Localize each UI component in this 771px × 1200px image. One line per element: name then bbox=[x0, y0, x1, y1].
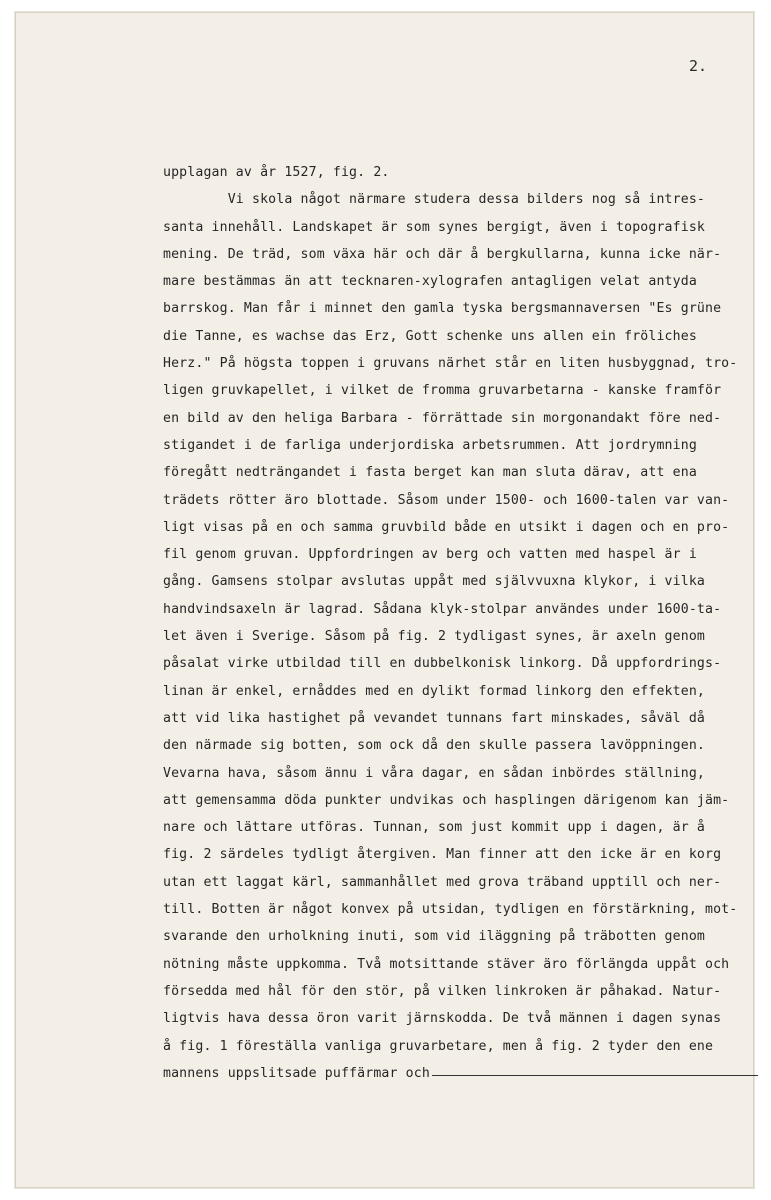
text-line: upplagan av år 1527, fig. 2. bbox=[163, 165, 390, 180]
text-line: å fig. 1 föreställa vanliga gruvarbetare, men å fig. 2 tyder den ene bbox=[163, 1038, 714, 1054]
text-line: Vevarna hava, såsom ännu i våra dagar, en sådan inbördes ställning, bbox=[163, 765, 705, 781]
typed-text-body bbox=[163, 159, 763, 1087]
text-line: försedda med hål för den stör, på vilken linkroken är påhakad. Natur- bbox=[163, 983, 722, 999]
document-page bbox=[15, 12, 754, 1188]
text-line: barrskog. Man får i minnet den gamla tyska bergsmannaversen "Es grüne bbox=[163, 301, 722, 317]
text-line: stigandet i de farliga underjordiska arbetsrummen. Att jordrymning bbox=[163, 437, 697, 453]
text-line: påsalat virke utbildad till en dubbelkonisk linkorg. Då uppfordrings- bbox=[163, 656, 722, 672]
text-line: let även i Sverige. Såsom på fig. 2 tydligast synes, är axeln genom bbox=[163, 629, 705, 645]
text-line: gång. Gamsens stolpar avslutas uppåt med självvuxna klykor, i vilka bbox=[163, 574, 705, 590]
text-line: föregått nedträngandet i fasta berget kan man sluta därav, att ena bbox=[163, 465, 697, 481]
text-line: den närmade sig botten, som ock då den skulle passera lavöppningen. bbox=[163, 738, 705, 754]
text-line: mare bestämmas än att tecknaren-xylografen antagligen velat antyda bbox=[163, 274, 697, 290]
text-line: en bild av den heliga Barbara - förrättade sin morgonandakt före ned- bbox=[163, 410, 722, 426]
text-line: ligt visas på en och samma gruvbild både en utsikt i dagen och en pro- bbox=[163, 519, 730, 535]
text-line: till. Botten är något konvex på utsidan, tydligen en förstärkning, mot- bbox=[163, 902, 738, 918]
text-line: handvindsaxeln är lagrad. Sådana klyk-stolpar användes under 1600-ta- bbox=[163, 601, 722, 617]
text-line: trädets rötter äro blottade. Såsom under 1500- och 1600-talen var van- bbox=[163, 492, 730, 508]
text-line: svarande den urholkning inuti, som vid iläggning på träbotten genom bbox=[163, 929, 705, 945]
page-number: 2. bbox=[689, 57, 708, 75]
text-line: att vid lika hastighet på vevandet tunnans fart minskades, såväl då bbox=[163, 710, 705, 726]
text-line: att gemensamma döda punkter undvikas och hasplingen därigenom kan jäm- bbox=[163, 792, 730, 808]
text-line: linan är enkel, ernåddes med en dylikt formad linkorg den effekten, bbox=[163, 683, 705, 699]
text-line: fig. 2 särdeles tydligt återgiven. Man finner att den icke är en korg bbox=[163, 847, 722, 863]
text-line: mening. De träd, som växa här och där å bergkullarna, kunna icke när- bbox=[163, 246, 722, 262]
text-line: ligtvis hava dessa öron varit järnskodda. De två männen i dagen synas bbox=[163, 1011, 722, 1027]
text-line: utan ett laggat kärl, sammanhållet med grova träband upptill och ner- bbox=[163, 874, 722, 890]
text-line: die Tanne, es wachse das Erz, Gott schenke uns allen ein fröliches bbox=[163, 328, 697, 344]
text-line: nötning måste uppkomma. Två motsittande stäver äro förlängda uppåt och bbox=[163, 956, 730, 972]
final-line-text: mannens uppslitsade puffärmar och bbox=[163, 1065, 430, 1081]
text-line: nare och lättare utföras. Tunnan, som just kommit upp i dagen, är å bbox=[163, 820, 705, 836]
continuation-rule bbox=[432, 1075, 758, 1076]
text-line: Vi skola något närmare studera dessa bilders nog så intres- bbox=[163, 192, 705, 208]
final-text-line bbox=[163, 1060, 763, 1087]
text-line: santa innehåll. Landskapet är som synes bergigt, även i topografisk bbox=[163, 219, 705, 235]
text-line: fil genom gruvan. Uppfordringen av berg och vatten med haspel är i bbox=[163, 547, 697, 563]
text-line: Herz." På högsta toppen i gruvans närhet står en liten husbyggnad, tro- bbox=[163, 356, 738, 372]
text-line: ligen gruvkapellet, i vilket de fromma gruvarbetarna - kanske framför bbox=[163, 383, 722, 399]
